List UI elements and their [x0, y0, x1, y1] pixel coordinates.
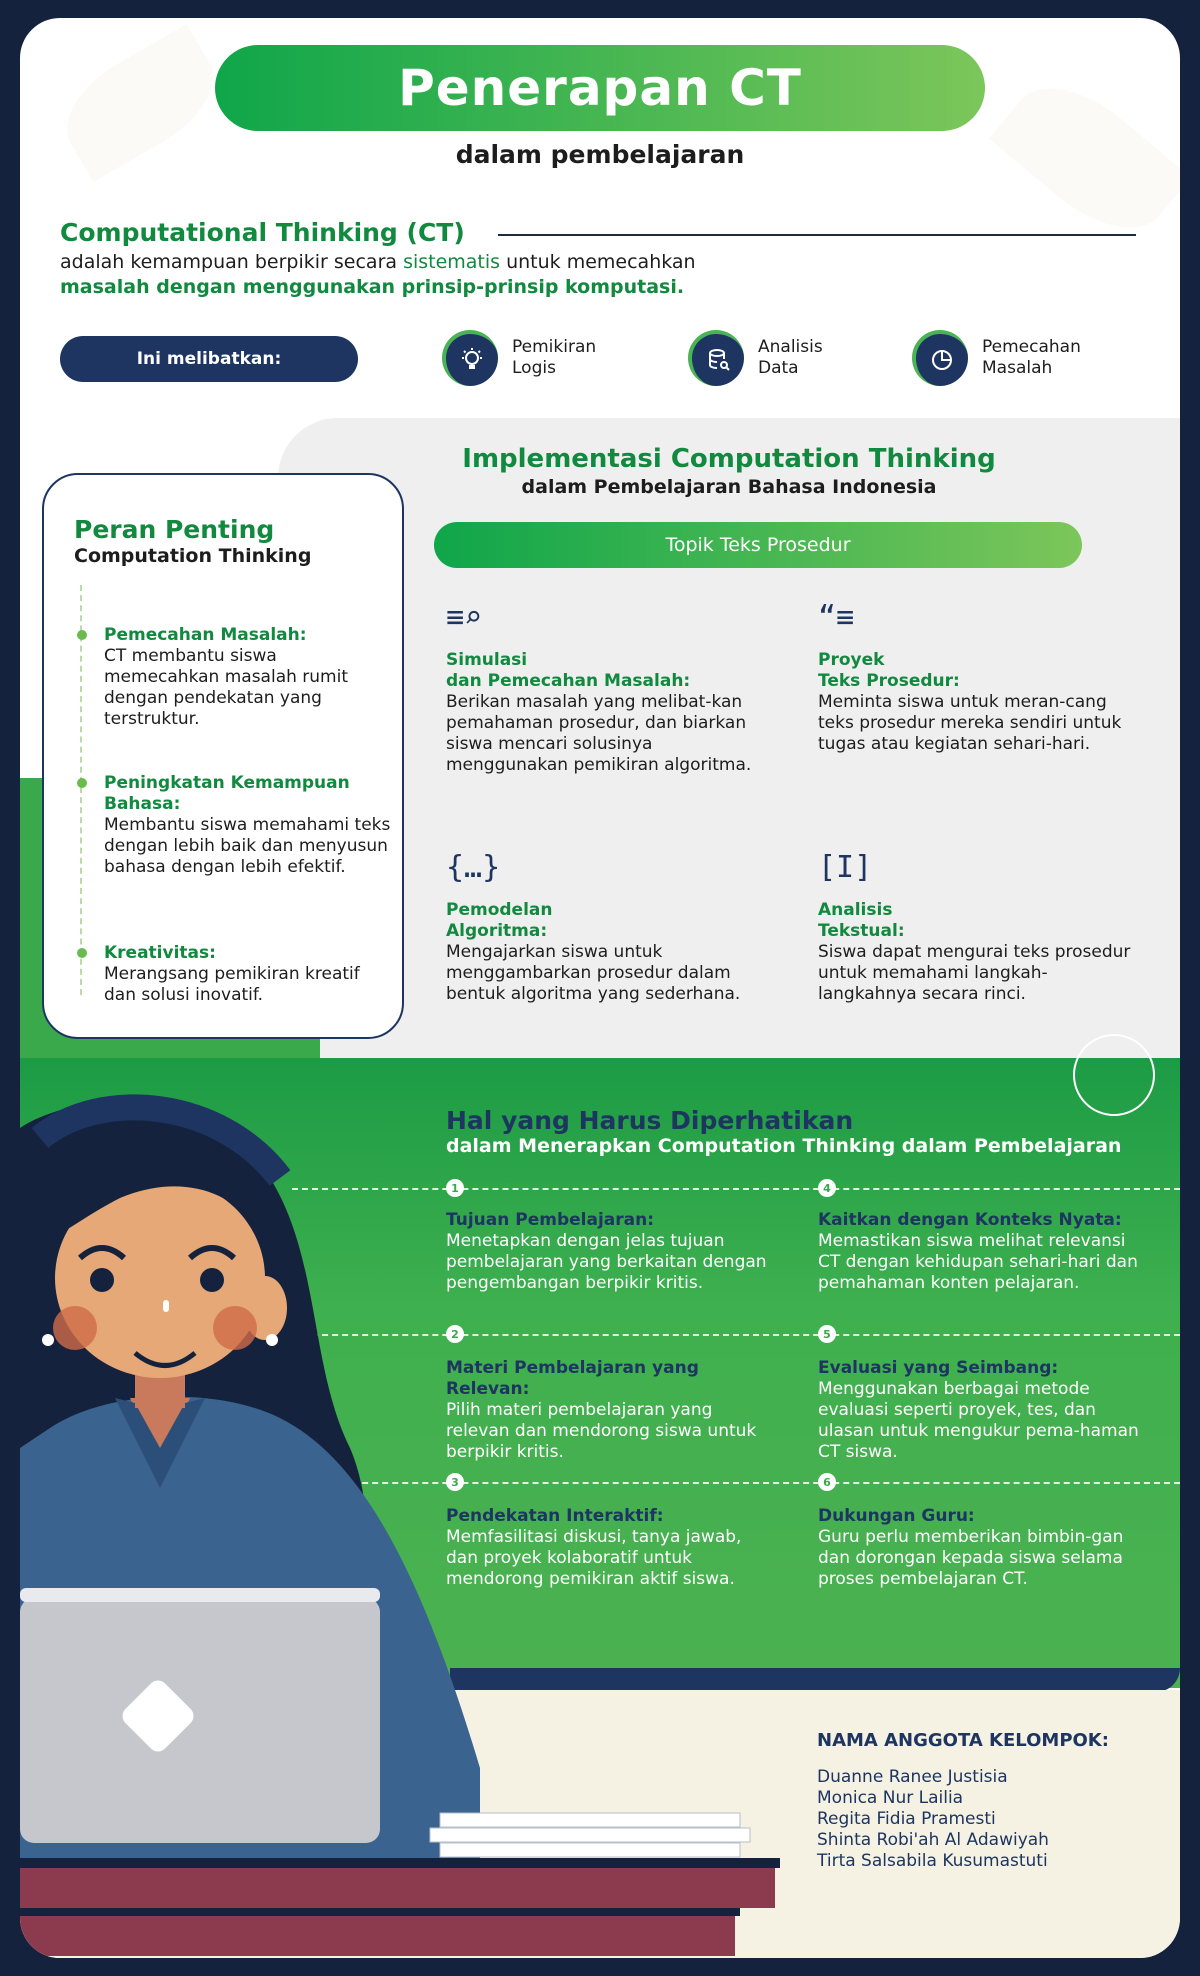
- consideration-text: Guru perlu memberikan bimbin-gan dan dorongan kepada siswa selama proses pembelajaran CT.: [818, 1527, 1124, 1589]
- text-cursor-icon: [I]: [818, 850, 873, 885]
- page-title: Penerapan CT: [398, 59, 802, 117]
- members-list: [817, 1730, 1109, 1872]
- student-illustration: [20, 1068, 780, 1958]
- def-text: adalah kemampuan berpikir secara: [60, 251, 404, 273]
- number-badge: 2: [446, 1325, 464, 1343]
- member-name: Monica Nur Lailia: [817, 1788, 964, 1808]
- impl-card-heading: Pemodelan Algoritma:: [446, 900, 553, 941]
- implementation-title: Implementasi Computation Thinking: [462, 444, 996, 474]
- impl-card-text: Siswa dapat mengurai teks prosedur untuk memahami langkah-langkahnya secara rinci.: [818, 942, 1131, 1004]
- impl-card-text: Mengajarkan siswa untuk menggambarkan prosedur dalam bentuk algoritma yang sederhana.: [446, 942, 741, 1004]
- number-badge: 1: [446, 1179, 464, 1197]
- involves-label: Ini melibatkan:: [60, 336, 358, 382]
- involve-item-logic: [442, 330, 596, 386]
- members-heading: NAMA ANGGOTA KELOMPOK:: [817, 1730, 1109, 1751]
- impl-card-simulasi: [446, 600, 766, 776]
- involve-label: Data: [758, 358, 799, 378]
- involve-label: Analisis: [758, 337, 823, 357]
- database-icon: [688, 330, 744, 386]
- member-name: Regita Fidia Pramesti: [817, 1809, 996, 1829]
- consideration-heading: Materi Pembelajaran yang Relevan:: [446, 1358, 699, 1399]
- list-search-icon: ≡⌕: [446, 600, 483, 635]
- impl-card-text: Meminta siswa untuk meran-cang teks prosedur mereka sendiri untuk tugas atau kegiatan sehari-hari.: [818, 692, 1122, 754]
- bullet-dot: [77, 948, 87, 958]
- number-badge: 6: [818, 1473, 836, 1491]
- involve-label: Masalah: [982, 358, 1053, 378]
- bullet-dot: [77, 630, 87, 640]
- number-badge: 3: [446, 1473, 464, 1491]
- involve-item-data: [688, 330, 823, 386]
- impl-card-pemodelan: [446, 850, 766, 1005]
- timeline-line: [80, 585, 82, 995]
- involve-item-problem: [912, 330, 1081, 386]
- consideration-text: Memfasilitasi diskusi, tanya jawab, dan proyek kolaboratif untuk mendorong pemikiran aktif siswa.: [446, 1527, 742, 1589]
- considerations-subtitle: dalam Menerapkan Computation Thinking dalam Pembelajaran: [446, 1135, 1122, 1157]
- ct-heading: Computational Thinking (CT): [60, 218, 465, 247]
- consideration-item: [818, 1210, 1148, 1294]
- title-banner: [215, 45, 985, 131]
- role-item: [104, 625, 394, 730]
- implementation-subtitle: dalam Pembelajaran Bahasa Indonesia: [521, 476, 937, 498]
- impl-card-proyek: [818, 600, 1138, 755]
- consideration-item: [818, 1358, 1148, 1463]
- consideration-heading: Evaluasi yang Seimbang:: [818, 1358, 1059, 1378]
- curly-braces-icon: {…}: [446, 850, 501, 885]
- consideration-heading: Dukungan Guru:: [818, 1506, 975, 1526]
- role-title: Peran Penting: [74, 515, 275, 544]
- number-badge: 4: [818, 1179, 836, 1197]
- consideration-text: Memastikan siswa melihat relevansi CT dengan kehidupan sehari-hari dan pemahaman konten pelajaran.: [818, 1231, 1138, 1293]
- involve-label: Logis: [512, 358, 556, 378]
- consideration-text: Menetapkan dengan jelas tujuan pembelajaran yang berkaitan dengan pengembangan berpikir kritis.: [446, 1231, 767, 1293]
- def-highlight: sistematis: [403, 251, 501, 273]
- involve-label: Pemikiran: [512, 337, 597, 357]
- role-item-heading: Peningkatan Kemampuan Bahasa:: [104, 773, 350, 814]
- consideration-item: [818, 1506, 1148, 1590]
- number-badge: 5: [818, 1325, 836, 1343]
- consideration-text: Menggunakan berbagai metode evaluasi seperti proyek, tes, dan ulasan untuk mengukur pema-haman CT siswa.: [818, 1379, 1139, 1462]
- topic-pill: Topik Teks Prosedur: [434, 522, 1082, 568]
- impl-card-heading: Simulasi dan Pemecahan Masalah:: [446, 650, 691, 691]
- role-card: [42, 473, 404, 1039]
- def-text: untuk memecahkan: [500, 251, 696, 273]
- member-name: Shinta Robi'ah Al Adawiyah: [817, 1830, 1049, 1850]
- page-subtitle: dalam pembelajaran: [455, 140, 745, 169]
- role-item-heading: Pemecahan Masalah:: [104, 625, 307, 645]
- consideration-heading: Kaitkan dengan Konteks Nyata:: [818, 1210, 1122, 1230]
- ring-decoration: [1073, 1034, 1155, 1116]
- member-name: Tirta Salsabila Kusumastuti: [817, 1851, 1048, 1871]
- consideration-text: Pilih materi pembelajaran yang relevan dan mendorong siswa untuk berpikir kritis.: [446, 1400, 757, 1462]
- infographic-card: [20, 18, 1180, 1958]
- divider-line: [498, 234, 1136, 236]
- role-subtitle: Computation Thinking: [74, 545, 312, 567]
- pie-chart-icon: [912, 330, 968, 386]
- role-item-text: Membantu siswa memahami teks dengan lebih baik dan menyusun bahasa dengan lebih efektif.: [104, 815, 391, 877]
- bullet-dot: [77, 778, 87, 788]
- role-item-text: CT membantu siswa memecahkan masalah rumit dengan pendekatan yang terstruktur.: [104, 646, 349, 729]
- considerations-title: Hal yang Harus Diperhatikan: [446, 1106, 854, 1135]
- role-item: [104, 943, 394, 1006]
- involve-label: Pemecahan: [982, 337, 1081, 357]
- consideration-heading: Tujuan Pembelajaran:: [446, 1210, 655, 1230]
- def-highlight-line: masalah dengan menggunakan prinsip-prinsip komputasi.: [60, 276, 685, 298]
- lightbulb-icon: [442, 330, 498, 386]
- role-item-heading: Kreativitas:: [104, 943, 216, 963]
- impl-card-text: Berikan masalah yang melibat-kan pemahaman prosedur, dan biarkan siswa mencari solusinya menggunakan pemikiran algoritma.: [446, 692, 752, 775]
- ct-definition: [60, 250, 780, 300]
- member-name: Duanne Ranee Justisia: [817, 1767, 1008, 1787]
- impl-card-analisis: [818, 850, 1138, 1005]
- role-item-text: Merangsang pemikiran kreatif dan solusi inovatif.: [104, 964, 360, 1005]
- impl-card-heading: Analisis Tekstual:: [818, 900, 905, 941]
- quote-list-icon: “≡: [818, 600, 855, 635]
- impl-card-heading: Proyek Teks Prosedur:: [818, 650, 960, 691]
- consideration-heading: Pendekatan Interaktif:: [446, 1506, 664, 1526]
- role-item: [104, 773, 394, 878]
